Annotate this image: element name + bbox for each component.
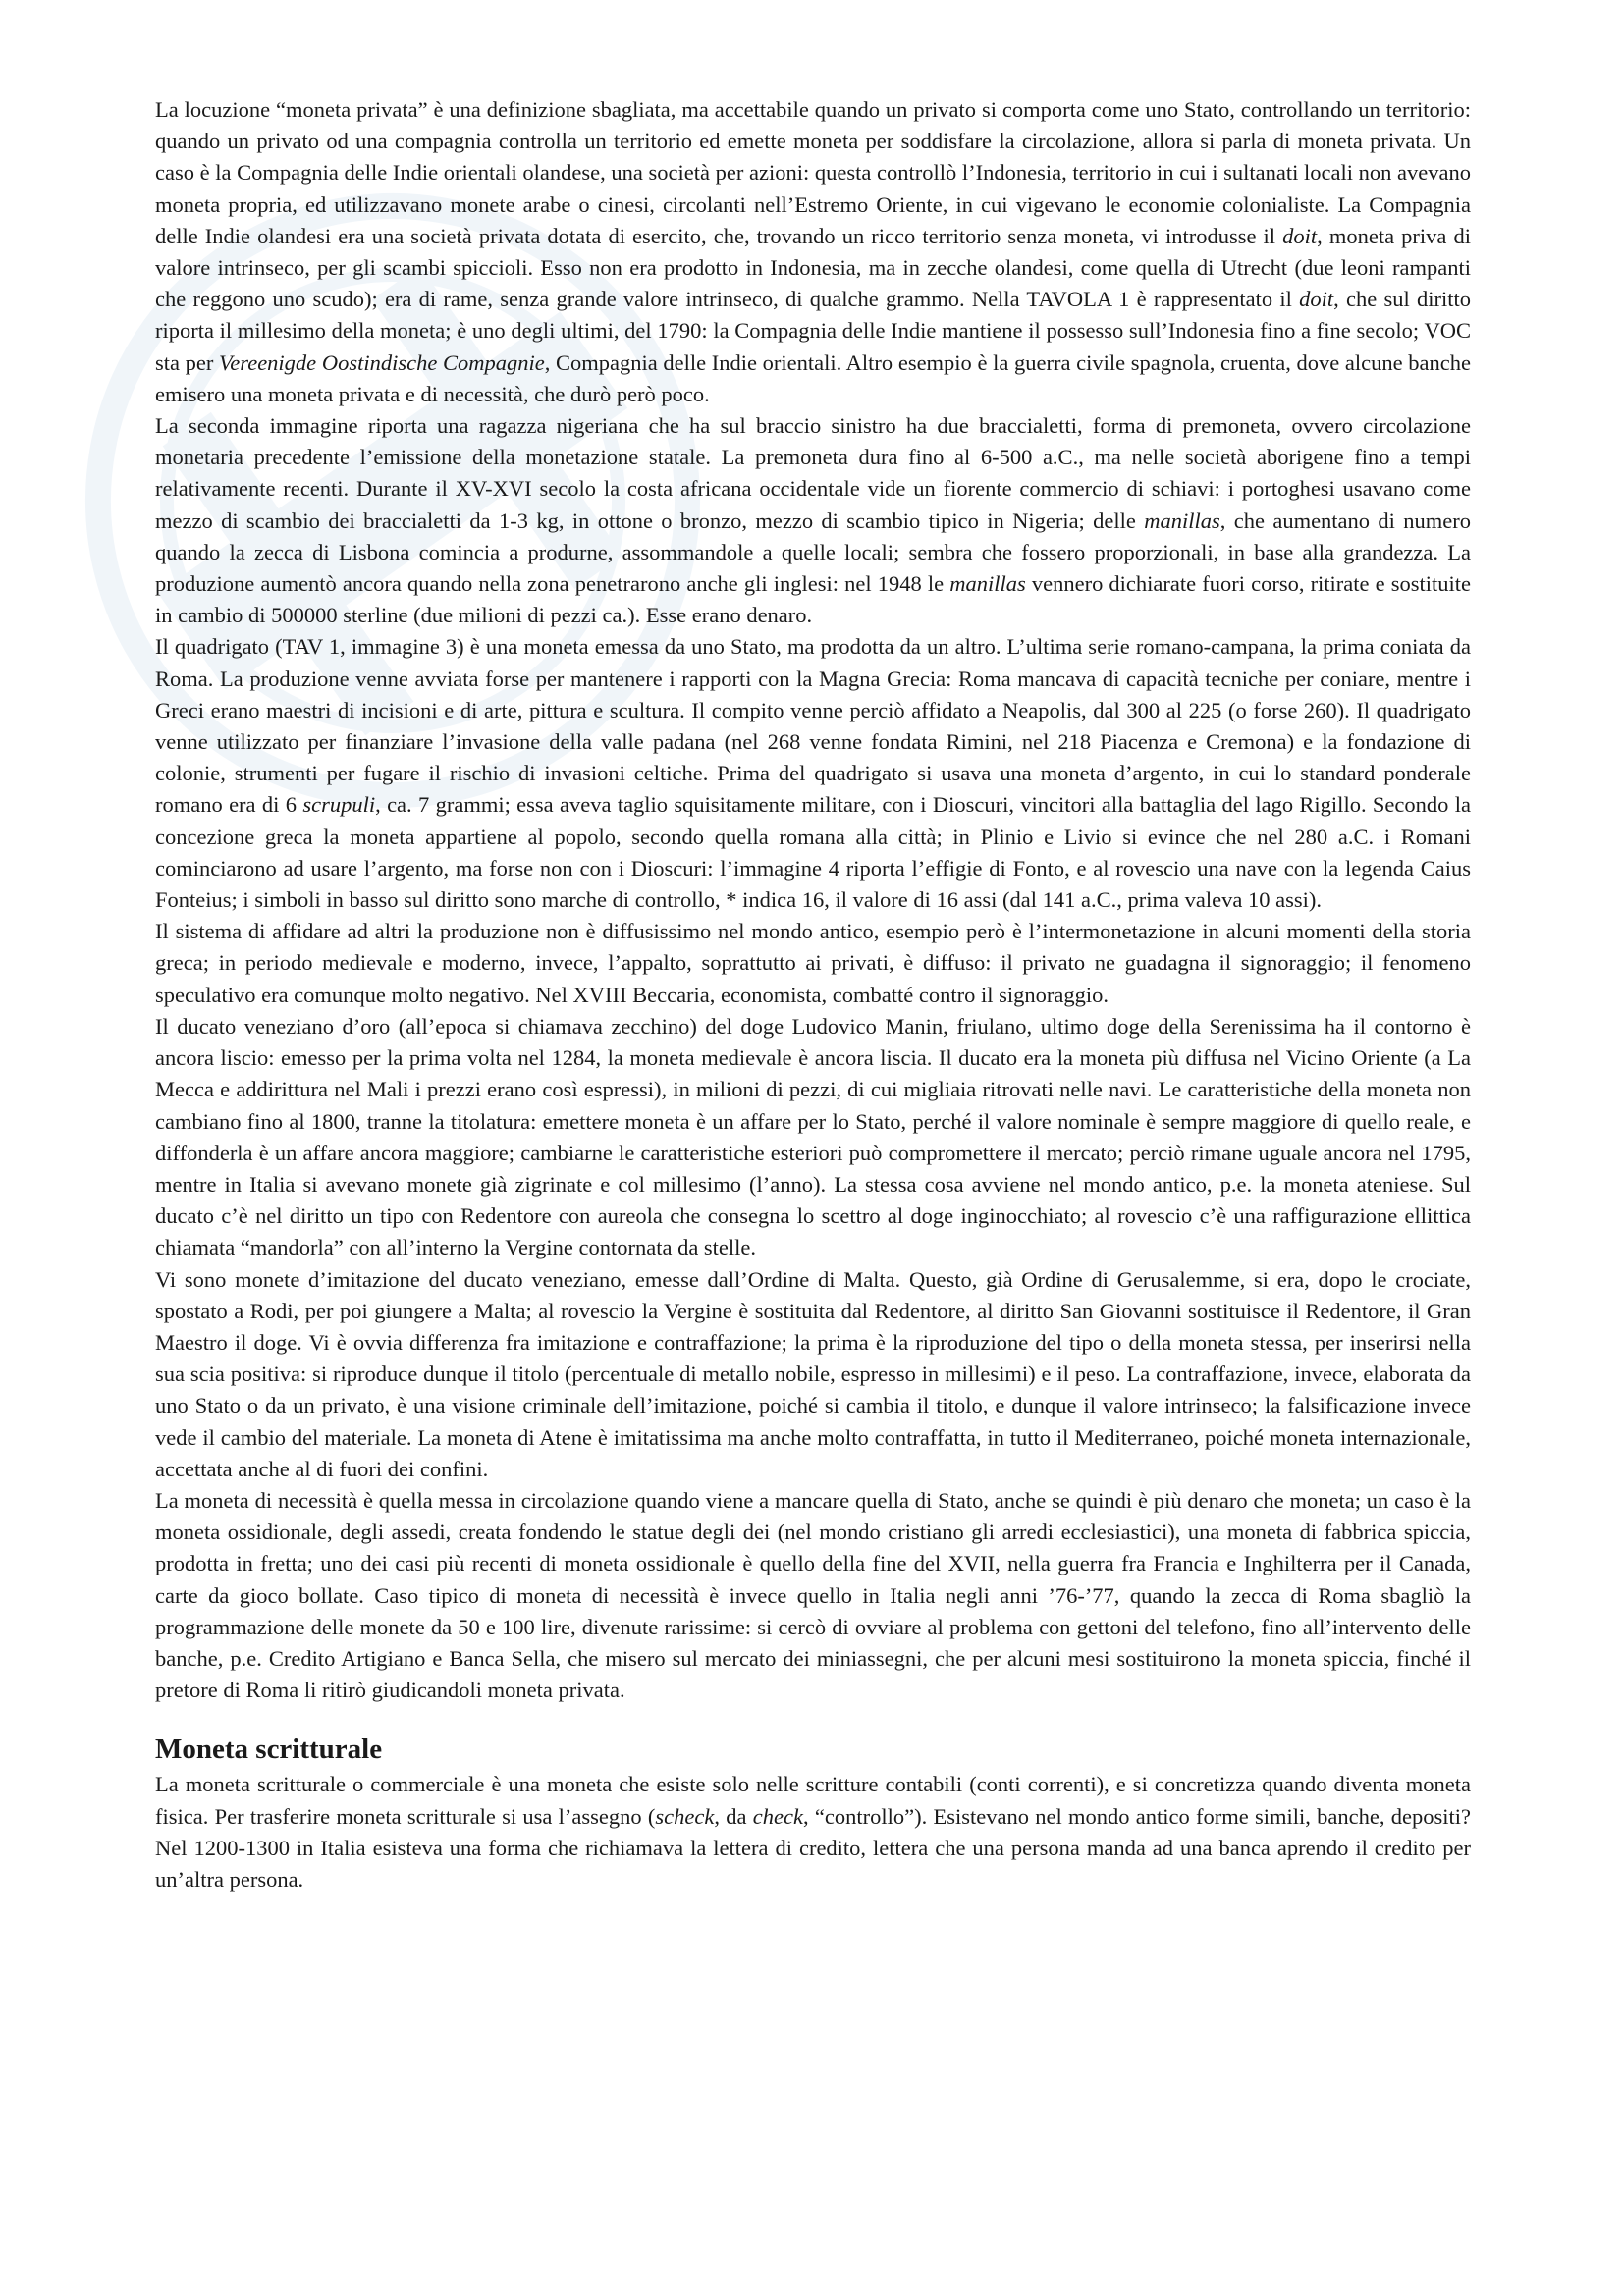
paragraph-production-outsourcing: Il sistema di affidare ad altri la produzione non è diffusissimo nel mondo antico, esempio però è l’intermonetazione in alcuni momenti della storia greca; in periodo medievale e moderno, invece, l’appalto, soprattutto ai privati, è diffuso: il privato ne guadagna il signoraggio; il fenomeno speculativo era comunque molto negativo. Nel XVIII Beccaria, economista, combatté contro il signoraggio. xyxy=(155,919,1471,1007)
paragraph-premoney: La seconda immagine riporta una ragazza nigeriana che ha sul braccio sinistro ha due braccialetti, forma di premoneta, ovvero circolazione monetaria precedente l’emissione della monetazione statale. La premoneta dura fino al 6-500 a.C., ma nelle società aborigene fino a tempi relativamente recenti. Durante il XV-XVI secolo la costa africana occidentale vide un fiorente commercio di schiavi: i portoghesi usavano come mezzo di scambio dei braccialetti da 1-3 kg, in ottone o bronzo, mezzo di scambio tipico in Nigeria; delle manillas, che aumentano di numero quando la zecca di Lisbona comincia a produrne, assommandole a quelle locali; sembra che fossero proporzionali, in base alla grandezza. La produzione aumentò ancora quando nella zona penetrarono anche gli inglesi: nel 1948 le manillas vennero dichiarate fuori corso, ritirate e sostituite in cambio di 500000 sterline (due milioni di pezzi ca.). Esse erano denaro. xyxy=(155,413,1471,628)
section-heading: Moneta scritturale xyxy=(155,1734,383,1766)
paragraph-imitation-counterfeit: Vi sono monete d’imitazione del ducato veneziano, emesse dall’Ordine di Malta. Questo, già Ordine di Gerusalemme, si era, dopo le crociate, spostato a Rodi, per poi giungere a Malta; al rovescio la Vergine è sostituita dal Redentore, al diritto San Giovanni sostituisce il Redentore, il Gran Maestro il doge. Vi è ovvia differenza fra imitazione e contraffazione; la prima è la riproduzione del tipo o della moneta stessa, per inserirsi nella sua scia positiva: si riproduce dunque il titolo (percentuale di metallo nobile, espresso in millesimi) e il peso. La contraffazione, invece, elaborata da uno Stato o da un privato, è una visione criminale dell’imitazione, poiché si cambia il titolo, e dunque il valore intrinseco; la falsificazione invece vede il cambio del materiale. La moneta di Atene è imitatissima ma anche molto contraffatta, in tutto il Mediterraneo, poiché moneta internazionale, accettata anche al di fuori dei confini. xyxy=(155,1266,1471,1481)
paragraph-private-money: La locuzione “moneta privata” è una definizione sbagliata, ma accettabile quando un privato si comporta come uno Stato, controllando un territorio: quando un privato od una compagnia controlla un territorio ed emette moneta per soddisfare la circolazione, allora si parla di moneta privata. Un caso è la Compagnia delle Indie orientali olandese, una società per azioni: questa controllò l’Indonesia, territorio in cui i sultanati locali non avevano moneta propria, ed utilizzavano monete arabe o cinesi, circolanti nell’Estremo Oriente, in cui vigevano le economie colonialiste. La Compagnia delle Indie olandesi era una società privata dotata di esercito, che, trovando un ricco territorio senza moneta, vi introdusse il doit, moneta priva di valore intrinseco, per gli scambi spiccioli. Esso non era prodotto in Indonesia, ma in zecche olandesi, come quella di Utrecht (due leoni rampanti che reggono uno scudo); era di rame, senza grande valore intrinseco, di qualche grammo. Nella TAVOLA 1 è rappresentato il doit, che sul diritto riporta il millesimo della moneta; è uno degli ultimi, del 1790: la Compagnia delle Indie mantiene il possesso sull’Indonesia fino a fine secolo; VOC sta per Vereenigde Oostindische Compagnie, Compagnia delle Indie orientali. Altro esempio è la guerra civile spagnola, cruenta, dove alcune banche emisero una moneta privata e di necessità, che durò però poco. xyxy=(155,97,1471,406)
document-page xyxy=(155,94,1471,1896)
paragraph-venetian-ducat: Il ducato veneziano d’oro (all’epoca si chiamava zecchino) del doge Ludovico Manin, friulano, ultimo doge della Serenissima ha il contorno è ancora liscio: emesso per la prima volta nel 1284, la moneta medievale è ancora liscia. Il ducato era la moneta più diffusa nel Vicino Oriente (a La Mecca e addirittura nel Mali i prezzi erano così espressi), in milioni di pezzi, di cui migliaia ritrovati nelle navi. Le caratteristiche della moneta non cambiano fino al 1800, tranne la titolatura: emettere moneta è un affare per lo Stato, perché il valore nominale è sempre maggiore di quello reale, e diffonderla è un affare ancora maggiore; cambiarne le caratteristiche esteriori può compromettere il mercato; perciò rimane uguale ancora nel 1795, mentre in Italia si avevano monete già zigrinate e col millesimo (l’anno). La stessa cosa avviene nel mondo antico, p.e. la moneta ateniese. Sul ducato c’è nel diritto un tipo con Redentore con aureola che consegna lo scettro al doge inginocchiato; al rovescio c’è una raffigurazione ellittica chiamata “mandorla” con all’interno la Vergine contornata da stelle. xyxy=(155,1013,1471,1260)
paragraph-scriptural-money: La moneta scritturale o commerciale è una moneta che esiste solo nelle scritture contabili (conti correnti), e si concretizza quando diventa moneta fisica. Per trasferire moneta scritturale si usa l’assegno (scheck, da check, “controllo”). Esistevano nel mondo antico forme simili, banche, depositi? Nel 1200-1300 in Italia esisteva una forma che richiamava la lettera di credito, lettera che una persona manda ad una banca aprendo il credito per un’altra persona. xyxy=(155,1772,1472,1892)
paragraph-quadrigato: Il quadrigato (TAV 1, immagine 3) è una moneta emessa da uno Stato, ma prodotta da un altro. L’ultima serie romano-campana, la prima coniata da Roma. La produzione venne avviata forse per mantenere i rapporti con la Magna Grecia: Roma mancava di capacità tecniche per coniare, mentre i Greci erano maestri di incisioni e di arte, pittura e scultura. Il compito venne perciò affidato a Neapolis, dal 300 al 225 (o forse 260). Il quadrigato venne utilizzato per finanziare l’invasione della valle padana (nel 268 venne fondata Rimini, nel 218 Piacenza e Cremona) e la fondazione di colonie, strumenti per fugare il rischio di invasioni celtiche. Prima del quadrigato si usava una moneta d’argento, in cui lo standard ponderale romano era di 6 scrupuli, ca. 7 grammi; essa aveva taglio squisitamente militare, con i Dioscuri, vincitori alla battaglia del lago Rigillo. Secondo la concezione greca la moneta appartiene al popolo, secondo quella romana alla città; in Plinio e Livio si evince che nel 280 a.C. i Romani cominciarono ad usare l’argento, ma forse non con i Dioscuri: l’immagine 4 riporta l’effigie di Fonto, e al rovescio una nave con la legenda Caius Fonteius; i simboli in basso sul diritto sono marche di controllo, * indica 16, il valore di 16 assi (dal 141 a.C., prima valeva 10 assi). xyxy=(155,634,1471,913)
paragraph-necessity-money: La moneta di necessità è quella messa in circolazione quando viene a mancare quella di Stato, anche se quindi è più denaro che moneta; un caso è la moneta ossidionale, degli assedi, creata fondendo le statue degli dei (nel mondo cristiano gli arredi ecclesiastici), una moneta di fabbrica spiccia, prodotta in fretta; uno dei casi più recenti di moneta ossidionale è quello della fine del XVII, nella guerra fra Francia e Inghilterra per il Canada, carte da gioco bollate. Caso tipico di moneta di necessità è invece quello in Italia negli anni ’76-’77, quando la zecca di Roma sbagliò la programmazione delle monete da 50 e 100 lire, divenute rarissime: si cercò di ovviare al problema con gettoni del telefono, fino all’intervento delle banche, p.e. Credito Artigiano e Banca Sella, che misero sul mercato dei miniassegni, che per alcuni mesi sostituirono la moneta spiccia, finché il pretore di Roma li ritirò giudicandoli moneta privata. xyxy=(155,1487,1471,1703)
